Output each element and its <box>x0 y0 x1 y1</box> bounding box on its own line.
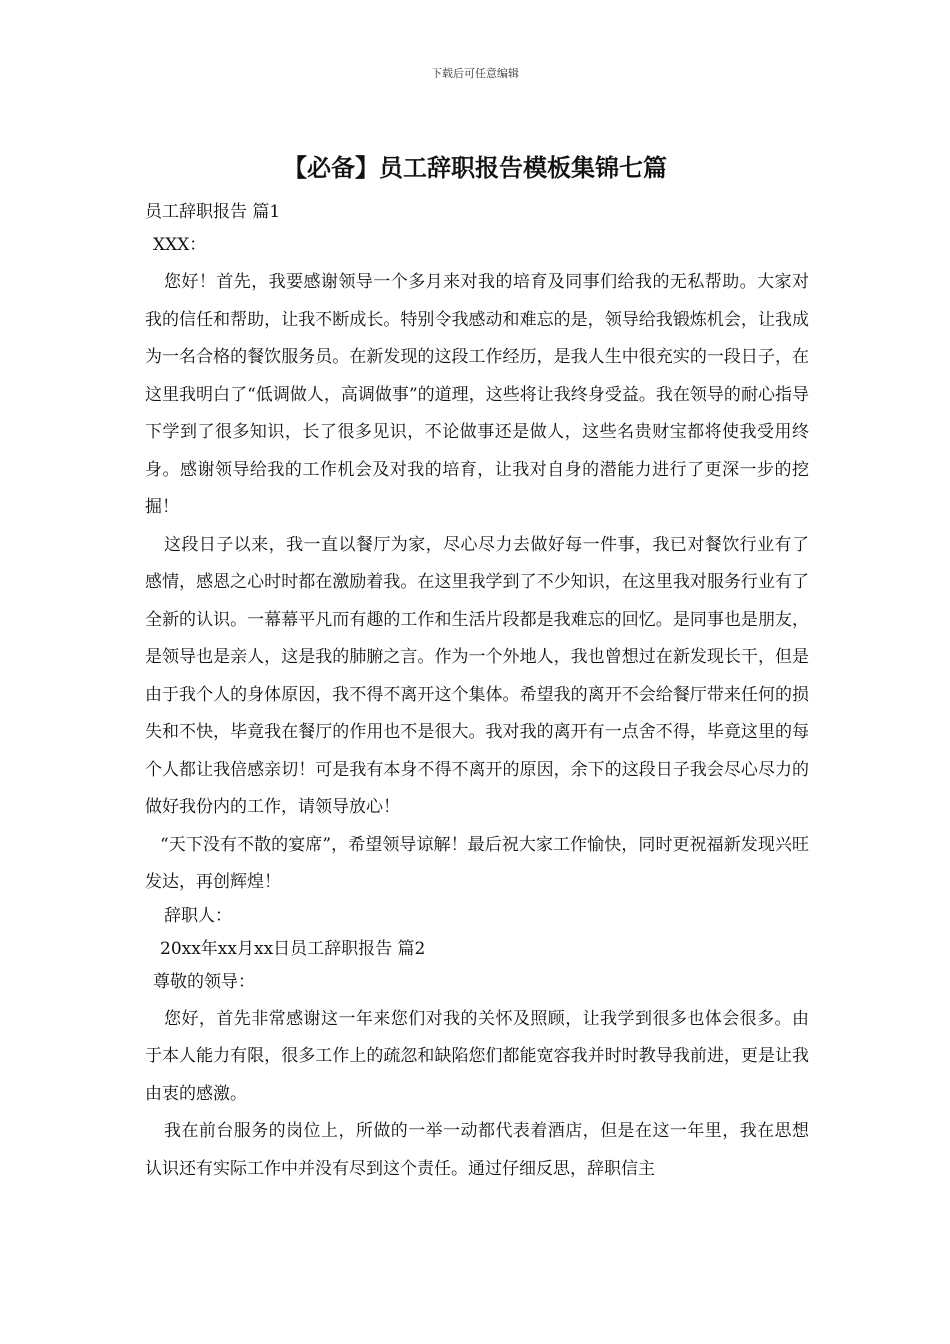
paragraph-1: 您好！首先，我要感谢领导一个多月来对我的培育及同事们给我的无私帮助。大家对我的信任和帮助，让我不断成长。特别令我感动和难忘的是，领导给我锻炼机会，让我成为一名合格的餐饮服务员。在新发现的这段工作经历，是我人生中很充实的一段日子，在这里我明白了“低调做人，高调做事”的道理，这些将让我终身受益。我在领导的耐心指导下学到了很多知识，长了很多见识，不论做事还是做人，这些名贵财宝都将使我受用终身。感谢领导给我的工作机会及对我的培育，让我对自身的潜能力进行了更深一步的挖掘！ <box>145 272 809 517</box>
header-note: 下载后可任意编辑 <box>431 67 519 80</box>
paragraph-2: 这段日子以来，我一直以餐厅为家，尽心尽力去做好每一件事，我已对餐饮行业有了感情，感恩之心时时都在激励着我。在这里我学到了不少知识，在这里我对服务行业有了全新的认识。一幕幕平凡而有趣的工作和生活片段都是我难忘的回忆。是同事也是朋友，是领导也是亲人，这是我的肺腑之言。作为一个外地人，我也曾想过在新发现长干，但是由于我个人的身体原因，我不得不离开这个集体。希望我的离开不会给餐厅带来任何的损失和不快，毕竟我在餐厅的作用也不是很大。我对我的离开有一点舍不得，毕竟这里的每个人都让我倍感亲切！可是我有本身不得不离开的原因，余下的这段日子我会尽心尽力的做好我份内的工作，请领导放心！ <box>145 534 809 817</box>
paragraph-4: 您好，首先非常感谢这一年来您们对我的关怀及照顾，让我学到很多也体会很多。由于本人能力有限，很多工作上的疏忽和缺陷您们都能宽容我并时时教导我前进，更是让我由衷的感激。 <box>145 1008 809 1104</box>
date-and-section-heading-2: 20xx年xx月xx日员工辞职报告 篇2 <box>160 938 426 959</box>
salutation-1: XXX： <box>153 235 207 255</box>
signature-label: 辞职人： <box>164 905 232 926</box>
document-title: 【必备】员工辞职报告模板集锦七篇 <box>283 153 667 182</box>
salutation-2: 尊敬的领导： <box>153 971 255 992</box>
paragraph-5: 我在前台服务的岗位上，所做的一举一动都代表着酒店，但是在这一年里，我在思想认识还有实际工作中并没有尽到这个责任。通过仔细反思，辞职信主 <box>145 1121 809 1179</box>
document-body <box>145 198 809 1188</box>
section-heading-1: 员工辞职报告 篇1 <box>145 202 281 222</box>
paragraph-3: “天下没有不散的宴席”，希望领导谅解！最后祝大家工作愉快，同时更祝福新发现兴旺发达，再创辉煌！ <box>145 834 809 892</box>
